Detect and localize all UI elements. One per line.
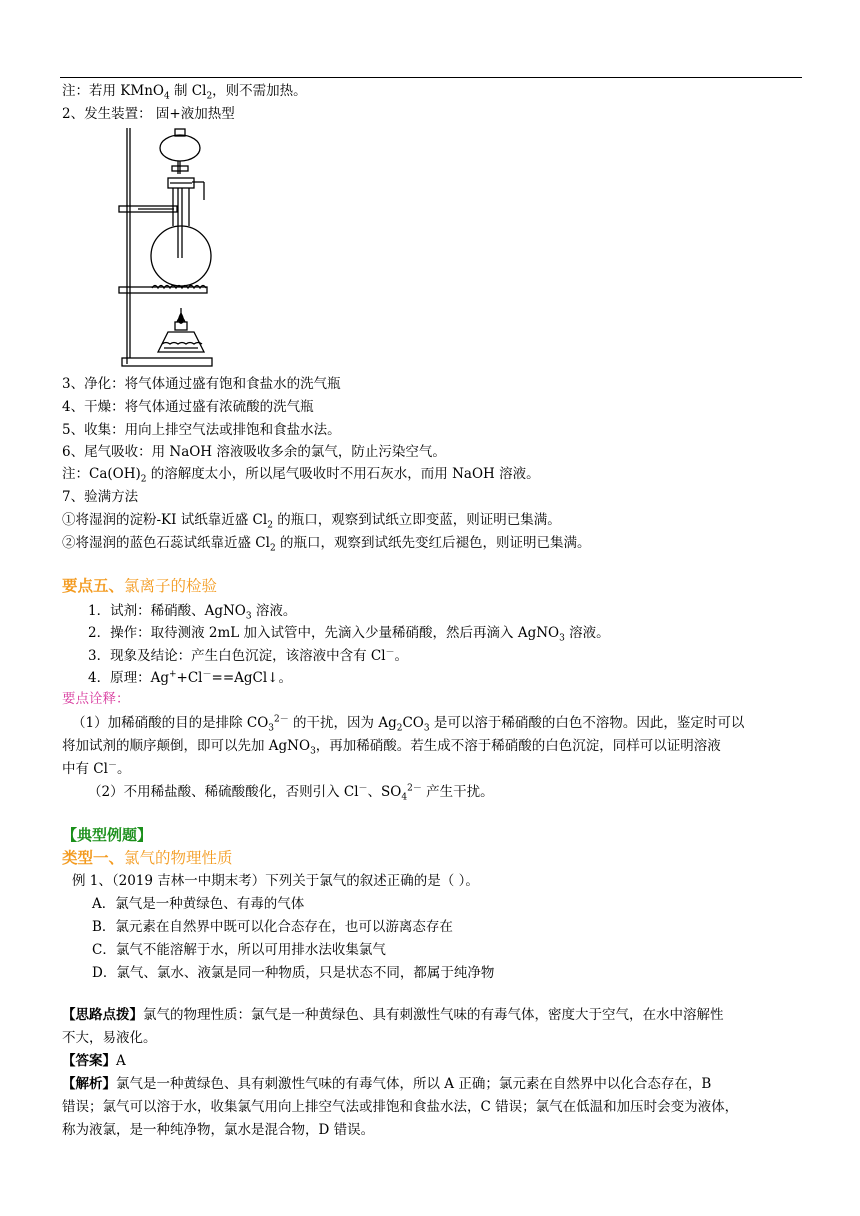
explanation-line-3: 称为液氯，是一种纯净物，氯水是混合物，D 错误。 — [62, 1122, 375, 1138]
option-a: A．氯气是一种黄绿色、有毒的气体 — [92, 896, 305, 912]
option-c: C．氯气不能溶解于水，所以可用排水法收集氯气 — [92, 942, 386, 958]
typical-examples-heading: 【典型例题】 — [62, 826, 153, 844]
chlorine-generator-apparatus-figure — [118, 126, 218, 370]
item-phenomenon: 3．现象及结论：产生白色沉淀，该溶液中含有 Cl－。 — [88, 647, 409, 664]
step-tail-gas: 6、尾气吸收：用 NaOH 溶液吸收多余的氯气，防止污染空气。 — [62, 444, 446, 460]
example-1-question: 例 1、（2019 吉林一中期末考）下列关于氯气的叙述正确的是（ ）。 — [72, 873, 479, 889]
step-collect: 5、收集：用向上排空气法或排饱和食盐水法。 — [62, 422, 341, 438]
item-operation: 2．操作：取待测液 2mL 加入试管中，先滴入少量稀硝酸，然后再滴入 AgNO$_3$ 溶液。 — [88, 625, 610, 644]
option-b: B．氯元素在自然界中既可以化合态存在，也可以游离态存在 — [92, 919, 453, 935]
header-rule — [60, 77, 802, 78]
check-method-2: ②将湿润的蓝色石蕊试纸靠近盛 $Cl_2$ 的瓶口，观察到试纸先变红后褪色，则证明已集满。 — [62, 535, 591, 554]
explanation-line-1: 【解析】氯气是一种黄绿色、具有刺激性气味的有毒气体，所以 A 正确；氯元素在自然界中以化合态存在，B — [62, 1076, 712, 1092]
note-kmno4: 注：若用 KMnO$_4$ 制 $Cl_2$，则不需加热。 — [62, 83, 307, 102]
item-reagent: 1．试剂：稀硝酸、AgNO$_3$ 溶液。 — [88, 603, 297, 622]
note-caoh2: 注：$Ca(OH)_2$ 的溶解度太小，所以尾气吸收时不用石灰水，而用 NaOH 溶液。 — [62, 466, 540, 485]
type-1-title: 类型一、氯气的物理性质 — [62, 848, 233, 867]
note-1-line-1: （1）加稀硝酸的目的是排除 $CO_3^{2-}$ 的干扰，因为 $Ag_2CO_3$ 是可以溶于稀硝酸的白色不溶物。因此，鉴定时可以 — [72, 714, 745, 734]
key-notes-label: 要点诠释： — [62, 691, 130, 707]
item-principle: 4．原理：Ag++Cl－==AgCl↓。 — [88, 669, 292, 686]
note-1-line-2: 将加试剂的顺序颠倒，即可以先加 AgNO$_3$，再加稀硝酸。若生成不溶于稀硝酸的白色沉淀，同样可以证明溶液 — [62, 738, 721, 757]
tip-line-1: 【思路点拨】氯气的物理性质：氯气是一种黄绿色、具有刺激性气味的有毒气体，密度大于空气，在水中溶解性 — [62, 1007, 724, 1023]
option-d: D．氯气、氯水、液氯是同一种物质，只是状态不同，都属于纯净物 — [92, 965, 495, 981]
check-method-1: ①将湿润的淀粉-KI 试纸靠近盛 $Cl_2$ 的瓶口，观察到试纸立即变蓝，则证明已集满。 — [62, 512, 561, 531]
step-dry: 4、干燥：将气体通过盛有浓硫酸的洗气瓶 — [62, 399, 314, 415]
explanation-line-2: 错误；氯气可以溶于水，收集氯气用向上排空气法或排饱和食盐水法，C 错误；氯气在低温和加压时会变为液体， — [62, 1099, 739, 1115]
step-purify: 3、净化：将气体通过盛有饱和食盐水的洗气瓶 — [62, 376, 341, 392]
note-1-line-3: 中有 Cl－。 — [62, 760, 131, 777]
answer: 【答案】A — [62, 1053, 126, 1069]
tip-line-2: 不大，易液化。 — [62, 1030, 157, 1046]
apparatus-heading: 2、发生装置： 固+液加热型 — [62, 106, 235, 122]
note-2: （2）不用稀盐酸、稀硫酸酸化，否则引入 Cl－、$SO_4^{2-}$ 产生干扰。 — [88, 783, 494, 803]
step-check-full: 7、验满方法 — [62, 489, 139, 505]
section-title-chloride-test: 要点五、氯离子的检验 — [62, 576, 218, 595]
